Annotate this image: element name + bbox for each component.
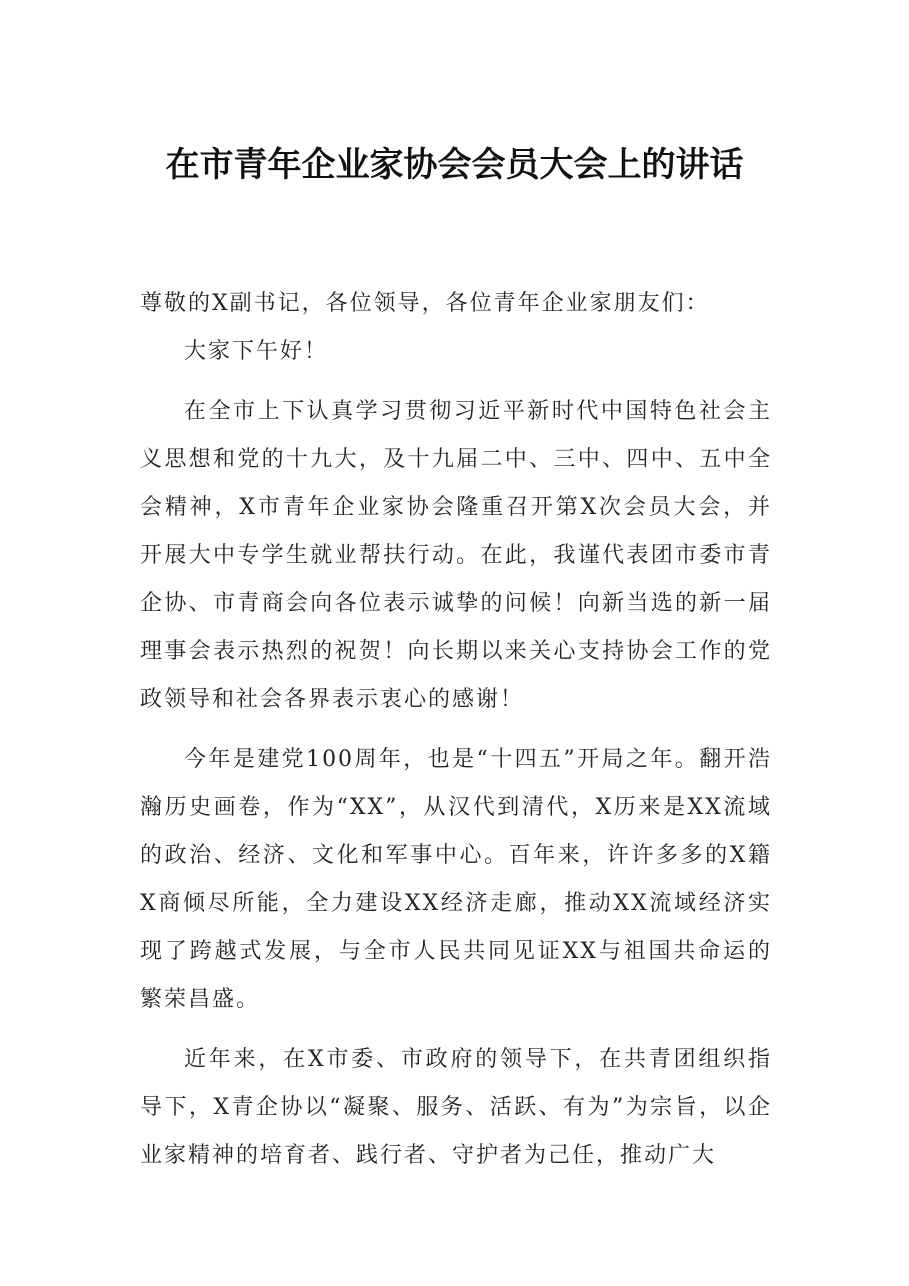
document-body: [140, 280, 772, 1180]
salutation: 尊敬的X副书记，各位领导，各位青年企业家朋友们：: [140, 291, 710, 316]
paragraph: 今年是建党100周年，也是“十四五”开局之年。翻开浩瀚历史画卷，作为“XX”，从汉代到清代，X历来是XX流域的政治、经济、文化和军事中心。百年来，许许多多的X籍X商倾尽所能，全力建设XX经济走廊，推动XX流域经济实现了跨越式发展，与全市人民共同见证XX与祖国共命运的繁荣昌盛。: [140, 747, 772, 1012]
paragraph: 在全市上下认真学习贯彻习近平新时代中国特色社会主义思想和党的十九大，及十九届二中、三中、四中、五中全会精神，X市青年企业家协会隆重召开第X次会员大会，并开展大中专学生就业帮扶行动。在此，我谨代表团市委市青企协、市青商会向各位表示诚挚的问候！向新当选的新一届理事会表示热烈的祝贺！向长期以来关心支持协会工作的党政领导和社会各界表示衷心的感谢！: [140, 399, 772, 712]
document-title: 在市青年企业家协会会员大会上的讲话: [165, 145, 744, 185]
paragraph: 近年来，在X市委、市政府的领导下，在共青团组织指导下，X青企协以“凝聚、服务、活跃、有为”为宗旨，以企业家精神的培育者、践行者、守护者为己任，推动广大: [140, 1047, 772, 1168]
greeting: 大家下午好！: [184, 339, 329, 364]
